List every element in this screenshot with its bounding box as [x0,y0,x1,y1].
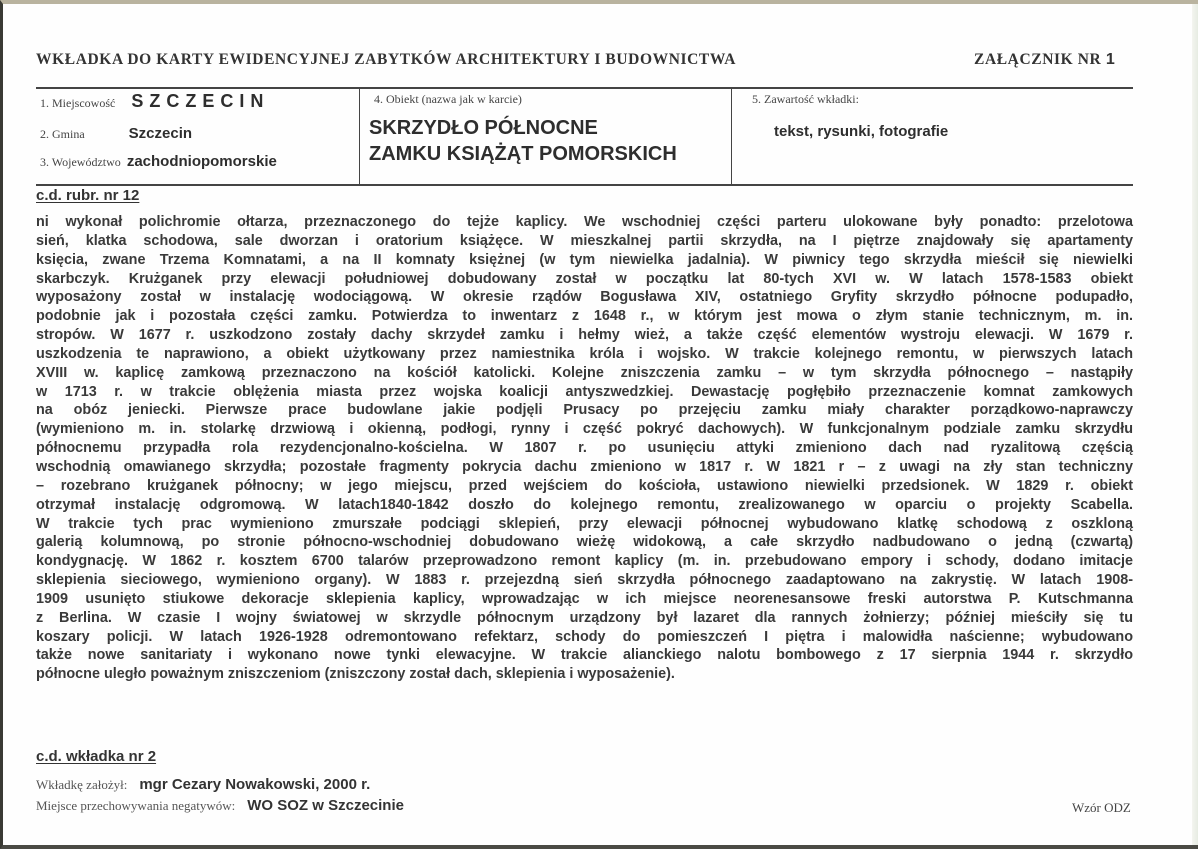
text-line: kondygnację. W 1862 r. kosztem 6700 talarów przeprowadzono remont kaplicy (m. in. przebudowano empory i schody, dodano imitacje [36,553,1133,570]
text-line: z Berlina. W czasie I wojny światowej w skrzydle północnym urządzony był lazaret dla rannych żołnierzy; później mieściły się tu [36,609,1133,626]
text-line: 1909 usunięto stiukowe dekoracje sklepienia kaplicy, wprowadzając w ich miejsce neorenesansowe freski autorstwa P. Kutschmanna [36,590,1133,607]
contents-value: tekst, rysunki, fotografie [774,123,949,140]
object-name-line1: SKRZYDŁO PÓŁNOCNE [369,117,598,139]
text-line: koszary policji. W latach 1926-1928 odremontowano refektarz, schody do pomieszczeń I piętra i malowidła naścienne; wybudowano [36,628,1133,645]
section-heading-continuation: c.d. rubr. nr 12 [36,187,140,204]
text-line: w 1713 r. w trakcie oblężenia miasta przez wojska koalicji antyszwedzkiej. Dewastację pogłębiło przeznaczenie komnat zamkowych [36,383,1133,400]
text-line: sklepienia sieciowego, wymieniono organy). W 1883 r. przejezdną sień skrzydła północnego zaadaptowano na zakrystię. W latach 1908- [36,572,1133,589]
text-line: księcia, zwane Trzema Komnatami, a na II komnaty księżnej (w tym niewielka jadalnia). W piwnicy tego skrzydła mieścił się niewielki [36,251,1133,268]
author-label: Wkładkę założył: [36,777,128,792]
text-line: ni wykonał polichromie ołtarza, przeznaczonego do tejże kaplicy. We wschodniej części parteru ulokowane były ponadto: przelotowa [36,214,1133,230]
contents-column [731,89,1134,184]
storage-value: WO SOZ w Szczecinie [247,797,404,814]
history-text [36,213,1133,684]
text-line: XVIII w. kaplicę zamkową przeznaczono na kościół katolicki. Kolejne zniszczenia zamku – w tym skrzydła północnego – nastąpiły [36,364,1133,381]
location-column [36,89,359,184]
storage-label: Miejsce przechowywania negatywów: [36,798,236,813]
text-line: – rozebrano krużganek północny; w jego miejscu, przed wejściem do kościoła, ustawiono niewielki przedsionek. W 1829 r. obiekt [36,477,1133,494]
text-line: galerią kolumnową, po stronie północno-wschodniej dobudowano wieżę widokową, a całe skrzydło nadbudowano o jedną (czwartą) [36,534,1133,551]
object-name [369,115,677,167]
commune-label: 2. Gmina [40,127,85,141]
text-line: wschodnią omawianego skrzydła; pozostałe fragmenty pokrycia dachu zmieniono w 1817 r. W 1821 r – z uwagi na zły stan techniczny [36,458,1133,475]
text-line: północnemu przypadła rola rezydencjonalno-kościelna. W 1807 r. po usunięciu attyki zmieniono dach nad ryzalitową częścią [36,440,1133,457]
text-line: sień, klatka schodowa, sale dworzan i oratorium książęce. W mieszkalnej partii skrzydła, na I piętrze znajdowały się apartamenty [36,232,1133,249]
storage-row [36,797,404,815]
voivodeship-value: zachodniopomorskie [126,153,277,170]
voivodeship-label: 3. Województwo [40,155,121,169]
locality-row [40,91,269,112]
info-box [36,87,1133,186]
text-line: na obóz jeniecki. Pierwsze prace budowlane jakie podjęli Prusacy po przejęciu zamku miały charakter porządkowo-naprawczy [36,402,1133,419]
author-value: mgr Cezary Nowakowski, 2000 r. [139,776,371,793]
text-line: północne uległo poważnym zniszczeniom (zniszczony został dach, sklepienia i wyposażenie). [36,666,675,683]
object-label: 4. Obiekt (nazwa jak w karcie) [374,92,522,106]
text-line: uszkodzenia te naprawiono, a obiekt użytkowany przez namiestnika króla i wojsko. W trakcie kolejnego remontu, w pierwszych latach [36,345,1133,362]
text-line: otrzymał instalację odgromową. W latach1840-1842 doszło do kolejnego remontu, zrealizowanego w oparciu o projekty Scabella. [36,496,1133,513]
text-line: (wymieniono m. in. stolarkę drzwiową i okienną, podłogi, rynny i część pokryć dachowych). W funkcjonalnym podziale zamku skrzydłu [36,421,1133,438]
text-line: stropów. W 1677 r. uszkodzono zostały dachy skrzydeł zamku i hełmy wież, a także część elementów wystroju elewacji. W 1679 r. [36,327,1133,344]
locality-label: 1. Miejscowość [40,96,116,110]
text-line: W trakcie tych prac wymieniono zmurszałe podciągi sklepień, przy elewacji północnej wybudowano klatkę schodową z oszkloną [36,515,1133,532]
author-row [36,776,370,794]
locality-value: SZCZECIN [131,91,270,111]
text-line: wyposażony został w instalację wodociągową. W okresie rządów Bogusława XIV, ostatniego Gryfity skrzydło północne podupadło, [36,289,1133,306]
object-column [359,89,732,184]
contents-label: 5. Zawartość wkładki: [752,92,859,106]
text-line: podobnie jak i pozostała części zamku. Potwierdza to inwentarz z 1648 r., w którym jest mowa o złym stanie technicznym, m. in. [36,308,1133,325]
text-line: skarbczyk. Krużganek przy elewacji południowej dobudowany został w początku lat 80-tych XVI w. W latach 1578-1583 obiekt [36,270,1133,287]
form-pattern-label: Wzór ODZ [1072,800,1131,815]
section-heading-next-insert: c.d. wkładka nr 2 [36,748,157,765]
annex-number-value: 1 [1105,51,1116,68]
commune-row [40,125,192,143]
object-name-line2: ZAMKU KSIĄŻĄT POMORSKICH [369,143,677,165]
document-title: WKŁADKA DO KARTY EWIDENCYJNEJ ZABYTKÓW ARCHITEKTURY I BUDOWNICTWA [36,51,737,68]
annex-number [974,51,1115,69]
text-line: także nowe sanitariaty i wykonano nowe tynki elewacyjne. W trakcie alianckiego nalotu bombowego z 17 sierpnia 1944 r. skrzydło [36,647,1133,664]
voivodeship-row [40,153,277,171]
annex-label: ZAŁĄCZNIK NR [974,51,1102,68]
commune-value: Szczecin [128,125,193,142]
